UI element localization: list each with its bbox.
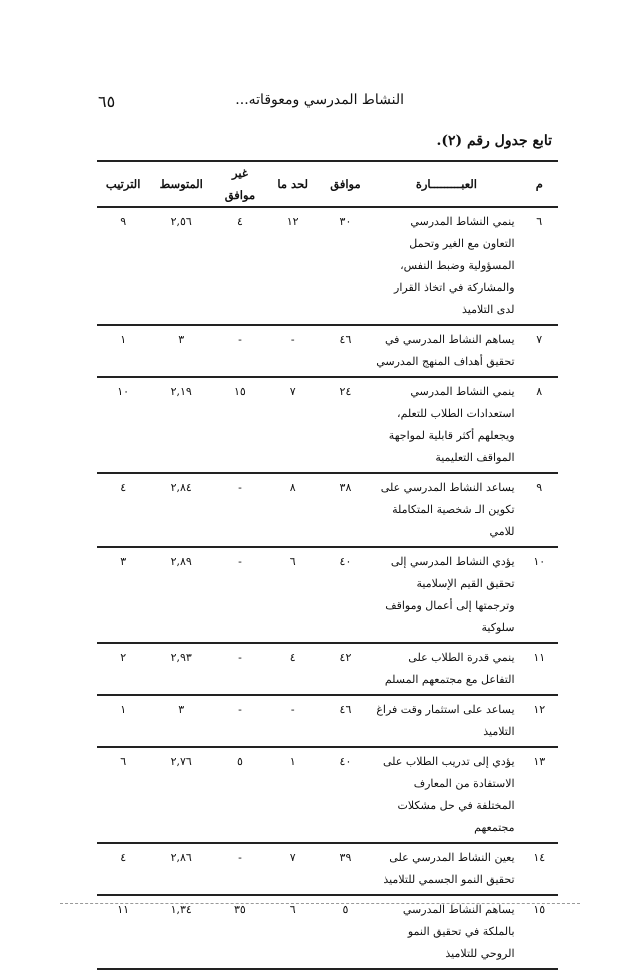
cell-disagree: - (213, 547, 267, 643)
cell-statement: يؤدي إلى تدريب الطلاب على الاستفادة من المعارف المختلفة في حل مشكلات مجتمعهم (372, 747, 520, 843)
cell-disagree: - (213, 695, 267, 747)
col-header-rank: الترتيب (97, 161, 149, 207)
cell-no: ١٣ (521, 747, 558, 843)
col-header-somewhat: لحد ما (267, 161, 319, 207)
cell-mean: ٢,٥٦ (149, 207, 213, 325)
cell-somewhat: ١ (267, 747, 319, 843)
cell-somewhat: ٨ (267, 473, 319, 547)
cell-no: ٨ (521, 377, 558, 473)
cell-disagree: ٤ (213, 207, 267, 325)
cell-statement: يساهم النشاط المدرسي بالملكة في تحقيق النمو الروحي للتلاميذ (372, 895, 520, 969)
cell-no: ١٠ (521, 547, 558, 643)
cell-disagree: - (213, 643, 267, 695)
cell-rank: ١١ (97, 895, 149, 969)
cell-statement: يساعد النشاط المدرسي على تكوين الـ شخصية المتكاملة للامي (372, 473, 520, 547)
cell-statement: يؤدي النشاط المدرسي إلى تحقيق القيم الإسلامية وترجمتها إلى أعمال ومواقف سلوكية (372, 547, 520, 643)
cell-mean: ٢,١٩ (149, 377, 213, 473)
cell-no: ١٥ (521, 895, 558, 969)
table-row (97, 895, 558, 969)
page-header (0, 92, 638, 116)
cell-agree: ٢٤ (319, 377, 373, 473)
cell-mean: ٢,٧٦ (149, 747, 213, 843)
cell-mean: ٣ (149, 325, 213, 377)
cell-statement: يساعد على استثمار وقت فراغ التلاميذ (372, 695, 520, 747)
cell-somewhat: ١٢ (267, 207, 319, 325)
cell-somewhat: ٧ (267, 377, 319, 473)
col-header-mean: المتوسط (149, 161, 213, 207)
table-header-row (97, 161, 558, 207)
cell-statement: ينمي النشاط المدرسي استعدادات الطلاب للتعلم، ويجعلهم أكثر قابلية لمواجهة المواقف التعليمية (372, 377, 520, 473)
cell-rank: ٣ (97, 547, 149, 643)
cell-statement: ينمي قدرة الطلاب على التفاعل مع مجتمعهم المسلم (372, 643, 520, 695)
table-caption: تابع جدول رقم (٢). (436, 133, 552, 149)
page-number: ٦٥ (98, 92, 116, 111)
cell-disagree: - (213, 325, 267, 377)
cell-somewhat: - (267, 695, 319, 747)
cell-mean: ٢,٨٩ (149, 547, 213, 643)
cell-disagree: - (213, 473, 267, 547)
cell-no: ١٤ (521, 843, 558, 895)
col-header-no: م (521, 161, 558, 207)
cell-statement: يساهم النشاط المدرسي في تحقيق أهداف المنهج المدرسي (372, 325, 520, 377)
table-row (97, 325, 558, 377)
cell-mean: ١,٣٤ (149, 895, 213, 969)
cell-disagree: ٣٥ (213, 895, 267, 969)
table-row (97, 207, 558, 325)
cell-statement: ينمي النشاط المدرسي التعاون مع الغير وتحمل المسؤولية وضبط النفس، والمشاركة في اتخاذ القرار لدى التلاميذ (372, 207, 520, 325)
cell-no: ٦ (521, 207, 558, 325)
cell-somewhat: ٦ (267, 547, 319, 643)
table-row (97, 547, 558, 643)
table-row (97, 695, 558, 747)
col-header-disagree: غير موافق (213, 161, 267, 207)
cell-agree: ٣٠ (319, 207, 373, 325)
cell-agree: ٤٦ (319, 695, 373, 747)
cell-rank: ١ (97, 325, 149, 377)
cell-agree: ٤٠ (319, 547, 373, 643)
cell-agree: ٣٨ (319, 473, 373, 547)
cell-disagree: - (213, 843, 267, 895)
col-header-statement: العبـــــــــارة (372, 161, 520, 207)
cell-rank: ٩ (97, 207, 149, 325)
cell-disagree: ٥ (213, 747, 267, 843)
running-title: النشاط المدرسي ومعوقاته... (235, 92, 404, 108)
cell-rank: ٦ (97, 747, 149, 843)
cell-statement: يعين النشاط المدرسي على تحقيق النمو الجسمي للتلاميذ (372, 843, 520, 895)
table-row (97, 643, 558, 695)
cell-no: ٩ (521, 473, 558, 547)
cell-rank: ٤ (97, 843, 149, 895)
cell-agree: ٤٠ (319, 747, 373, 843)
cell-agree: ٣٩ (319, 843, 373, 895)
cell-no: ١١ (521, 643, 558, 695)
cell-somewhat: ٧ (267, 843, 319, 895)
cell-agree: ٥ (319, 895, 373, 969)
page-bottom-rule (60, 903, 580, 904)
cell-agree: ٤٦ (319, 325, 373, 377)
cell-somewhat: ٤ (267, 643, 319, 695)
table-row (97, 843, 558, 895)
cell-mean: ٣ (149, 695, 213, 747)
cell-no: ١٢ (521, 695, 558, 747)
table-row (97, 377, 558, 473)
cell-rank: ٢ (97, 643, 149, 695)
cell-mean: ٢,٨٤ (149, 473, 213, 547)
table-row (97, 473, 558, 547)
cell-somewhat: - (267, 325, 319, 377)
cell-mean: ٢,٨٦ (149, 843, 213, 895)
cell-somewhat: ٦ (267, 895, 319, 969)
cell-agree: ٤٢ (319, 643, 373, 695)
cell-disagree: ١٥ (213, 377, 267, 473)
cell-rank: ١ (97, 695, 149, 747)
cell-rank: ٤ (97, 473, 149, 547)
cell-no: ٧ (521, 325, 558, 377)
table-row (97, 747, 558, 843)
cell-mean: ٢,٩٣ (149, 643, 213, 695)
col-header-agree: موافق (319, 161, 373, 207)
survey-table (97, 160, 558, 970)
cell-rank: ١٠ (97, 377, 149, 473)
